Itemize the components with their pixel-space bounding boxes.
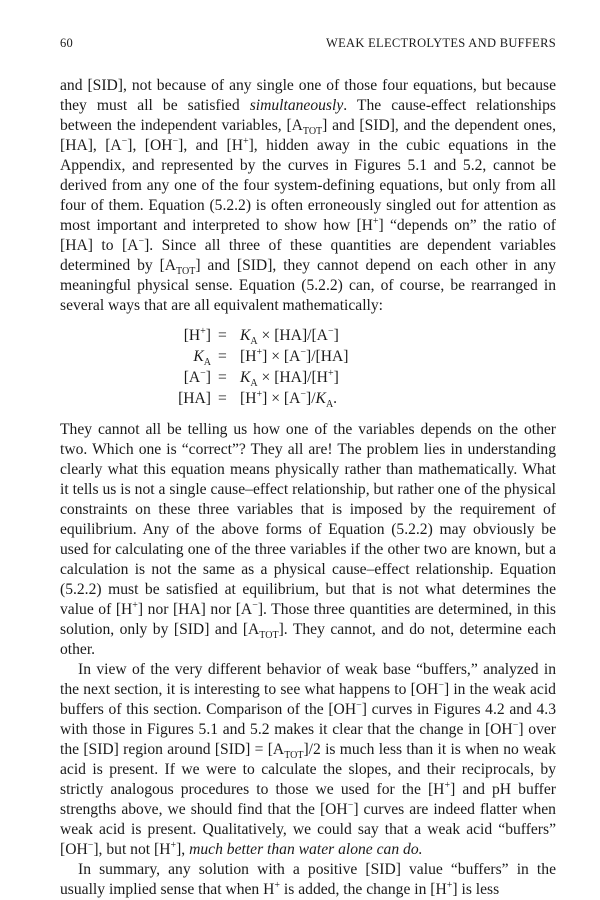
equation-lhs: $K_A$ — [193, 348, 211, 369]
body-text — [60, 76, 556, 900]
equals-sign: = — [218, 327, 227, 344]
equation-rhs: $K_A \times [HA]/[H^+]$ — [240, 367, 339, 390]
intro-paragraph: and [SID], not because of any single one of those four equations, but because they must all be satisfied simultaneously. The cause-effect relationships between the independent variables, $[A_{TOT}]$ and [SID], and the dependent ones, [HA], [A−], [OH−], and [H+], hidden away in the cubic equations in the Appendix, and represented by the curves in Figures 5.1 and 5.2, cannot be derived from any one of the four system-defining equations, but only from all four of them. Equation (5.2.2) is often erroneously singled out for attention as most important and interpreted to show how [H+] “depends on” the ratio of [HA] to [A−]. Since all three of these quantities are dependent variables determined by $[A_{TOT}]$ and [SID], they cannot depend on each other in any meaningful physical sense. Equation (5.2.2) can, of course, be rearranged in several ways that are all equivalent mathematically: — [60, 77, 556, 314]
paragraph-weak-base: In view of the very different behavior of weak base “buffers,” analyzed in the next section, it is interesting to see what happens to [OH−] in the weak acid buffers of this section. Comparison of the [OH−] curves in Figures 4.2 and 4.3 with those in Figures 5.1 and 5.2 makes it clear that the change in [OH−] over the [SID] region around $[SID] = [A_{TOT}]/2$ is much less than it is when no weak acid is present. If we were to calculate the slopes, and their reciprocals, by strictly analogous procedures to those we used for the [H+] and pH buffer strengths above, we should find that the [OH−] curves are indeed flatter when weak acid is present. Qualitatively, we could say that a weak acid “buffers” [OH−], but not [H+], much better than water alone can do. — [60, 661, 557, 858]
equation-lhs: [A−] — [183, 367, 211, 386]
equation-lhs: [H+] — [183, 325, 211, 344]
paragraph-summary: In summary, any solution with a positive [SID] value “buffers” in the usually implied sense that when H+ is added, the change in [H+] is less — [60, 861, 556, 898]
equation-lhs: [HA] — [178, 390, 211, 407]
equation-rhs: $[H^+] \times [A^-]/K_A$. — [240, 388, 338, 411]
equation-rhs: [H+] × [A−]/[HA] — [240, 346, 349, 365]
equation-row — [60, 389, 556, 410]
equation-block — [60, 326, 556, 410]
equation-row — [60, 347, 556, 368]
equals-sign: = — [218, 348, 227, 365]
equation-row — [60, 326, 556, 347]
equation-rhs: $K_A \times [HA]/[A^-]$ — [240, 325, 339, 348]
page-number: 60 — [60, 36, 74, 50]
equals-sign: = — [218, 369, 227, 386]
running-head: WEAK ELECTROLYTES AND BUFFERS — [325, 36, 556, 50]
paragraph-cause-effect: They cannot all be telling us how one of the variables depends on the other two. Which one is “correct”? They all are! The problem lies in understanding clearly what this equation means physically rather than mathematically. What it tells us is not a single cause–effect relationship, but rather one of the physical constraints on these three variables that is imposed by the requirement of equilibrium. Any of the above forms of Equation (5.2.2) may obviously be used for calculating one of the three variables if the other two are known, but a calculation is not the same as a physical cause–effect relationship. Equation (5.2.2) must be satisfied at equilibrium, but that is not what determines the value of [H+] nor [HA] nor [A−]. Those three quantities are determined, in this solution, only by [SID] and $[A_{TOT}]$. They cannot, and do not, determine each other. — [60, 421, 556, 658]
page-header — [60, 36, 556, 56]
equation-row — [60, 368, 556, 389]
equals-sign: = — [218, 390, 227, 407]
